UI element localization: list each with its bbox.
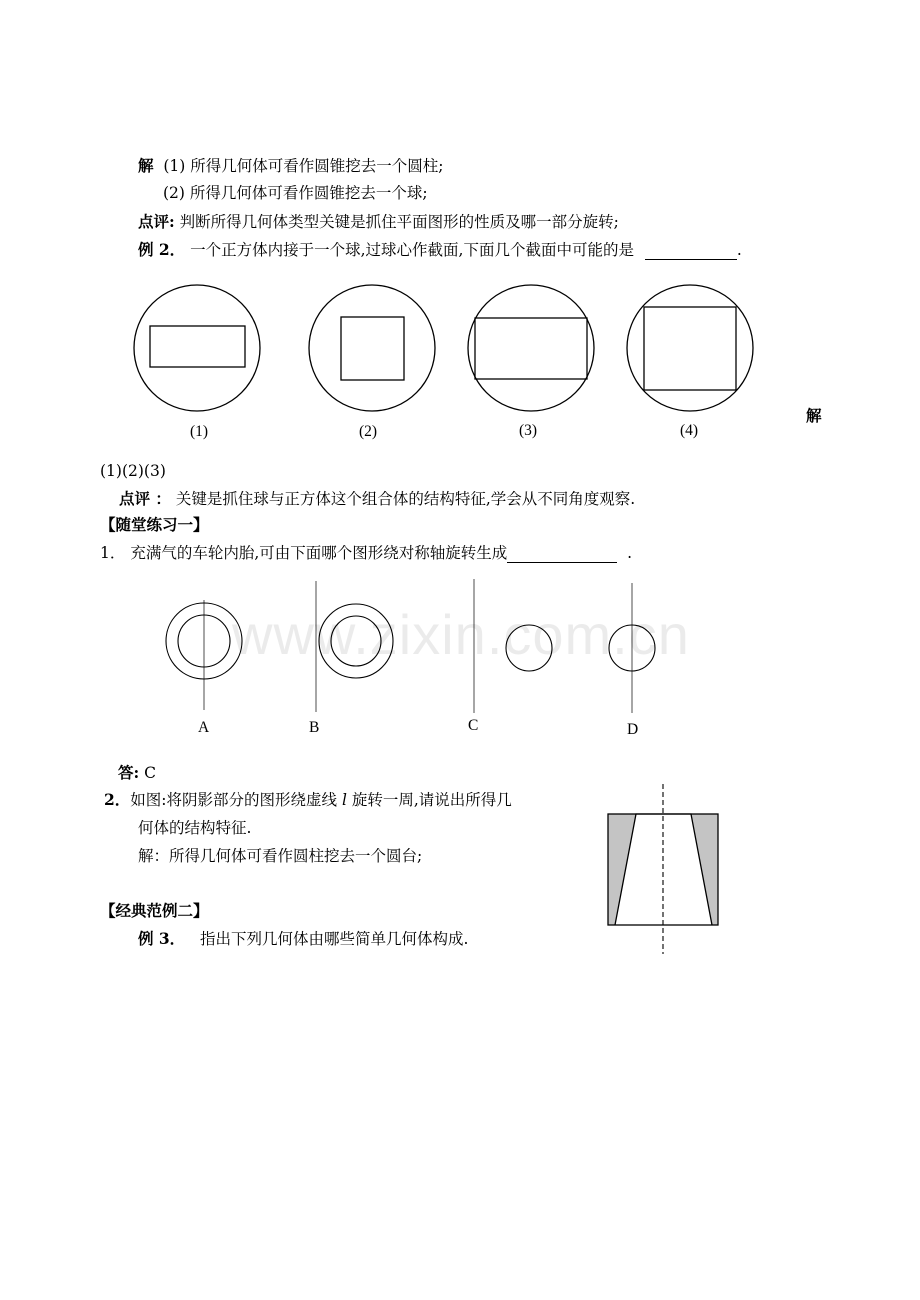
fig1-circle-1 (134, 285, 260, 411)
question-1-end: . (627, 544, 633, 562)
comment-2-label: 点评 ： (119, 489, 171, 508)
figure-2 (166, 579, 655, 713)
question-2-solution: 解：所得几何体可看作圆柱挖去一个圆台; (138, 847, 423, 865)
example-2-text: 一个正方体内接于一个球,过球心作截面,下面几个截面中可能的是 (190, 241, 634, 259)
question-1-text: 充满气的车轮内胎,可由下面哪个图形绕对称轴旋转生成 (130, 544, 508, 562)
fig1-circle-2 (309, 285, 435, 411)
example-2-end: . (736, 241, 742, 259)
question-2-line-2: 何体的结构特征. (138, 819, 252, 837)
question-1-number: 1． (100, 544, 126, 562)
fig1-label-1: (1) (190, 423, 209, 440)
watermark: www.zixin.com.cn (232, 603, 690, 666)
fig1-rect-3 (475, 318, 587, 379)
fig1-label-4: (4) (680, 422, 699, 439)
solution-item-2: (2) 所得几何体可看作圆锥挖去一个球; (163, 184, 428, 202)
answer-2-value: (1)(2)(3) (100, 462, 166, 480)
question-2-text-a: 如图:将阴影部分的图形绕虚线 (130, 791, 342, 809)
shaded-right (691, 814, 718, 925)
fig1-label-2: (2) (359, 423, 378, 440)
option-a-label: A (198, 719, 210, 736)
option-b-label: B (309, 719, 320, 736)
answer-q1-value: C (144, 764, 157, 782)
example-3-text: 指出下列几何体由哪些简单几何体构成. (199, 930, 469, 948)
question-1 (100, 543, 632, 563)
solution-item-1: (1) 所得几何体可看作圆锥挖去一个圆柱; (163, 157, 444, 175)
question-2-line-1 (104, 790, 512, 810)
example-3 (138, 929, 468, 949)
practice-heading: 【随堂练习一】 (100, 515, 209, 534)
comment-1-text: 判断所得几何体类型关键是抓住平面图形的性质及哪一部分旋转; (179, 213, 619, 231)
figure-3 (608, 784, 718, 954)
question-2-variable: l (341, 791, 347, 809)
question-2-text-b: 旋转一周,请说出所得几 (346, 791, 512, 809)
option-b-outer-circle (319, 604, 393, 678)
option-d-label: D (627, 721, 639, 738)
figure-1 (134, 285, 753, 411)
fig1-rect-1 (150, 326, 245, 367)
shaded-left (608, 814, 636, 925)
example-2-label: 例 2． (138, 240, 186, 259)
classic-heading: 【经典范例二】 (100, 901, 209, 920)
question-2-number: 2． (104, 790, 131, 809)
option-c-circle (506, 625, 552, 671)
option-c-label: C (468, 717, 479, 734)
fig1-circle-4 (627, 285, 753, 411)
answer-2-label: 解 (806, 406, 822, 425)
answer-q1 (118, 763, 156, 783)
fig1-square-2 (341, 317, 404, 380)
comment-2-text: 关键是抓住球与正方体这个组合体的结构特征,学会从不同角度观察. (175, 490, 636, 508)
option-b-inner-circle (331, 616, 381, 666)
comment-2 (119, 489, 635, 509)
fig1-label-3: (3) (519, 422, 538, 439)
question-1-blank (507, 562, 617, 563)
fig1-circle-3 (468, 285, 594, 411)
fig1-square-4 (644, 307, 736, 390)
comment-1-label: 点评: (138, 212, 175, 231)
solution-label: 解 (138, 156, 154, 175)
answer-q1-label: 答: (118, 763, 140, 782)
example-3-label: 例 3． (138, 929, 186, 948)
